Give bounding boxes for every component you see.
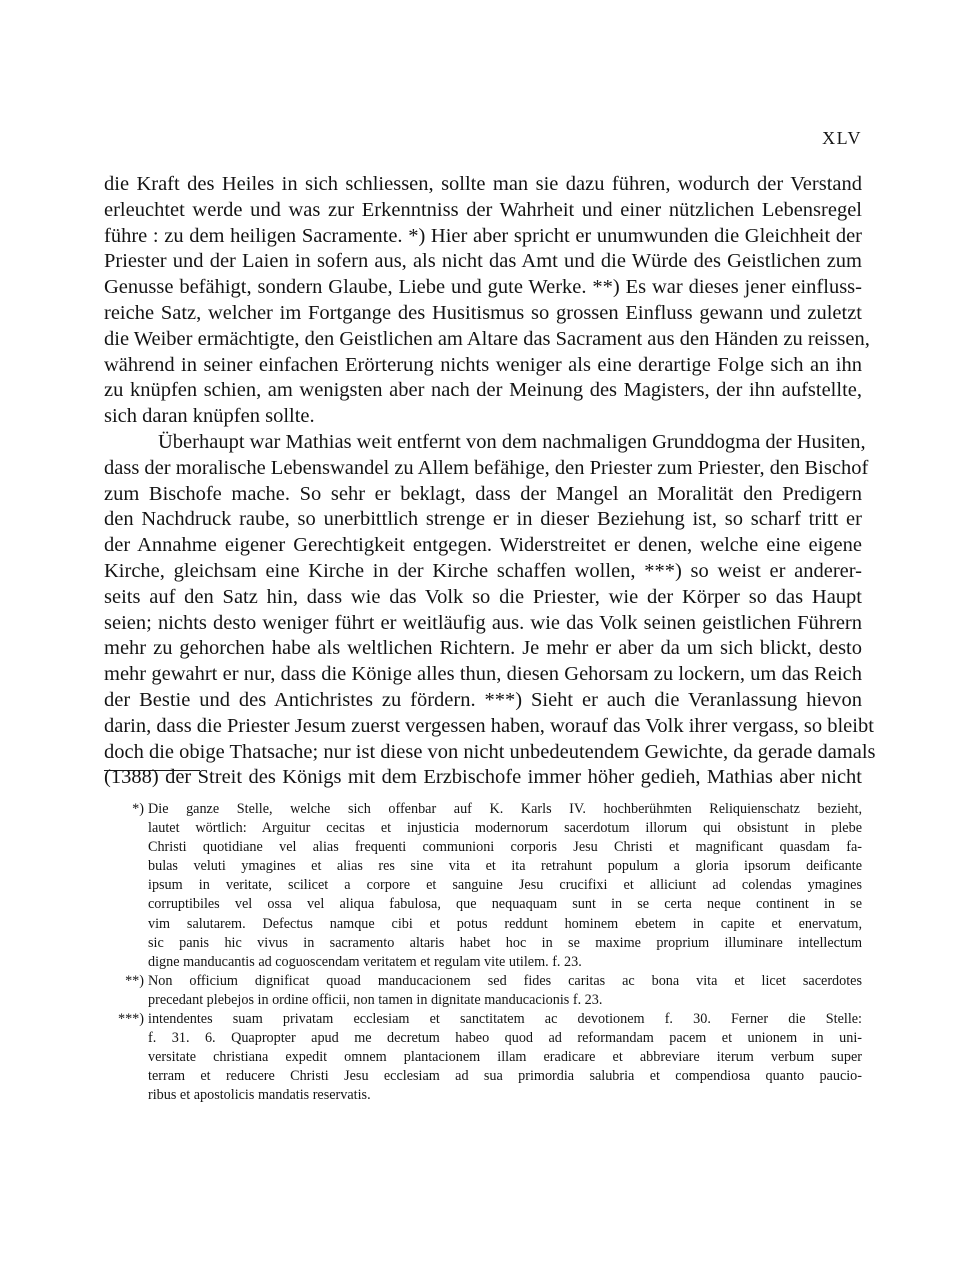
text-line: die Weiber ermächtigte, den Geistlichen am Altare das Sacrament aus den Händen zu reissen, [104, 327, 870, 350]
footnote-line: precedant plebejos in ordine officii, non tamen in dignitate manducacionis f. 23. [148, 991, 603, 1008]
text-line: seien; nichts desto weniger führt er weitläufig aus. wie das Volk seinen geistlichen Führern [104, 611, 862, 634]
footnote-line: lautet wörtlich: Arguitur cecitas et injusticia modernorum sacerdotum illorum qui obsistunt in plebe [148, 820, 862, 837]
footnote [104, 972, 862, 1010]
footnote-line: f. 31. 6. Quapropter apud me decretum habeo quod ad reformandam pacem et unionem in uni- [148, 1030, 862, 1047]
footnote-marker: *) [132, 801, 144, 817]
body-text [104, 172, 876, 791]
text-line: während in seiner einfachen Erörterung nichts weniger als eine derartige Folge sich an ihn [104, 353, 862, 376]
text-line: den Nachdruck raube, so unerbittlich strenge er in dieser Beziehung ist, so scharf tritt er [104, 508, 862, 531]
footnote-marker: **) [125, 972, 144, 989]
text-line: doch die obige Thatsache; nur ist diese von nicht unbedeutendem Gewichte, da gerade damals [104, 740, 876, 763]
footnote-marker: ***) [117, 1011, 144, 1028]
text-line: reiche Satz, welcher im Fortgange des Husitismus so grossen Einfluss gewann und zuletzt [104, 301, 862, 324]
text-line: darin, dass die Priester Jesum zuerst vergessen haben, worauf das Volk ihrer vergass, so bleibt [104, 714, 874, 737]
footnote-line: terram et reducere Christi Jesu ecclesiam ad sua primordia salubria et compendiosa quanto paucio- [148, 1068, 862, 1085]
footnote-line: corruptibiles vel ossa vel aliqua fabulosa, que nequaquam sunt in se certa neque continent in se [148, 896, 862, 913]
text-line: Überhaupt war Mathias weit entfernt von dem nachmaligen Grunddogma der Husiten, [158, 430, 866, 453]
footnote-line: Non officium dignificat quoad manducacionem sed fides caritas ac bona vita et licet sacerdotes [148, 972, 862, 989]
footnote-line: Die ganze Stelle, welche sich offenbar auf K. Karls IV. hochberühmten Reliquienschatz bezieht, [148, 801, 862, 817]
footnote-line: ribus et apostolicis mandatis reservatis. [148, 1087, 371, 1104]
footnote-line: intendentes suam privatam ecclesiam et sanctitatem ac devotionem f. 30. Ferner die Stelle: [148, 1011, 862, 1028]
footnote-line: vim salutarem. Defectus namque cibi et potus reddunt hominem ebetem in capite et enervatum, [148, 915, 862, 932]
footnote [104, 1010, 862, 1105]
footnote-line: bulas veluti ymagines et alias res sine vita et ita retrahunt populum a gloria ipsorum deificante [148, 858, 862, 875]
text-line: mehr gewahrt er nur, dass die Könige alles thun, diesen Gehorsam zu lockern, um das Reich [104, 663, 862, 686]
page-number: XLV [822, 128, 862, 148]
text-line: zum Bischofe mache. So sehr er beklagt, dass der Mangel an Moralität den Predigern [104, 482, 862, 505]
text-line: mehr zu gehorchen habe als weltlichen Richtern. Je mehr er aber da um sich blickt, desto [104, 637, 862, 660]
footnote [104, 800, 862, 972]
footnote-line: Christi quotidiane vel alias frequenti communioni corporis Jesu Christi et magnificant quasdam fa- [148, 839, 862, 856]
footnote-separator [104, 770, 200, 771]
footnote-line: sic panis hic vivus in sacramento altaris habet hoc in se maxime proprium illuminare intellectum [148, 934, 862, 951]
text-line: seits auf den Satz hin, dass wie das Volk so die Priester, wie der Körper so das Haupt [104, 585, 862, 608]
text-line: sich daran knüpfen sollte. [104, 405, 315, 428]
footnotes [104, 800, 862, 1106]
footnote-line: ipsum in veritate, scilicet a corpore et sanguine Jesu crucifixi et alliciunt ad colendas ymagines [148, 877, 862, 894]
text-line: der Bestie und des Antichristes zu fördern. ***) Sieht er auch die Veranlassung hievon [104, 688, 862, 711]
footnote-line: versitate christiana expedit omnem plantacionem illam eradicare et abbreviare iterum verbum super [148, 1049, 862, 1066]
text-line: die Kraft des Heiles in sich schliessen, sollte man sie dazu führen, wodurch der Verstand [104, 173, 862, 195]
text-line: Kirche, gleichsam eine Kirche in der Kirche schaffen wollen, ***) so weist er anderer- [104, 559, 862, 582]
text-line: zu knüpfen schien, am wenigsten aber nach der Meinung des Magisters, der ihn aufstellte, [104, 379, 862, 402]
text-line: Genusse befähigt, sondern Glaube, Liebe und gute Werke. **) Es war dieses jener einfluss- [104, 276, 862, 299]
text-line: der Annahme eigener Gerechtigkeit entgegen. Widerstreitet er denen, welche eine eigene [104, 534, 862, 557]
text-line: Priester und der Laien in sofern aus, als nicht das Amt und die Würde des Geistlichen zum [104, 250, 862, 273]
text-line: (1388) der Streit des Königs mit dem Erzbischofe immer höher gedieh, Mathias aber nicht [104, 766, 862, 789]
text-line: dass der moralische Lebenswandel zu Allem befähige, den Priester zum Priester, den Bischof [104, 456, 869, 479]
text-line: erleuchtet werde und was zur Erkenntniss der Wahrheit und einer nützlichen Lebensregel [104, 198, 862, 221]
text-line: führe : zu dem heiligen Sacramente. *) Hier aber spricht er unumwunden die Gleichheit der [104, 224, 862, 247]
footnote-line: digne manducantis ad coguoscendam veritatem et regulam vite utilem. f. 23. [148, 953, 582, 970]
